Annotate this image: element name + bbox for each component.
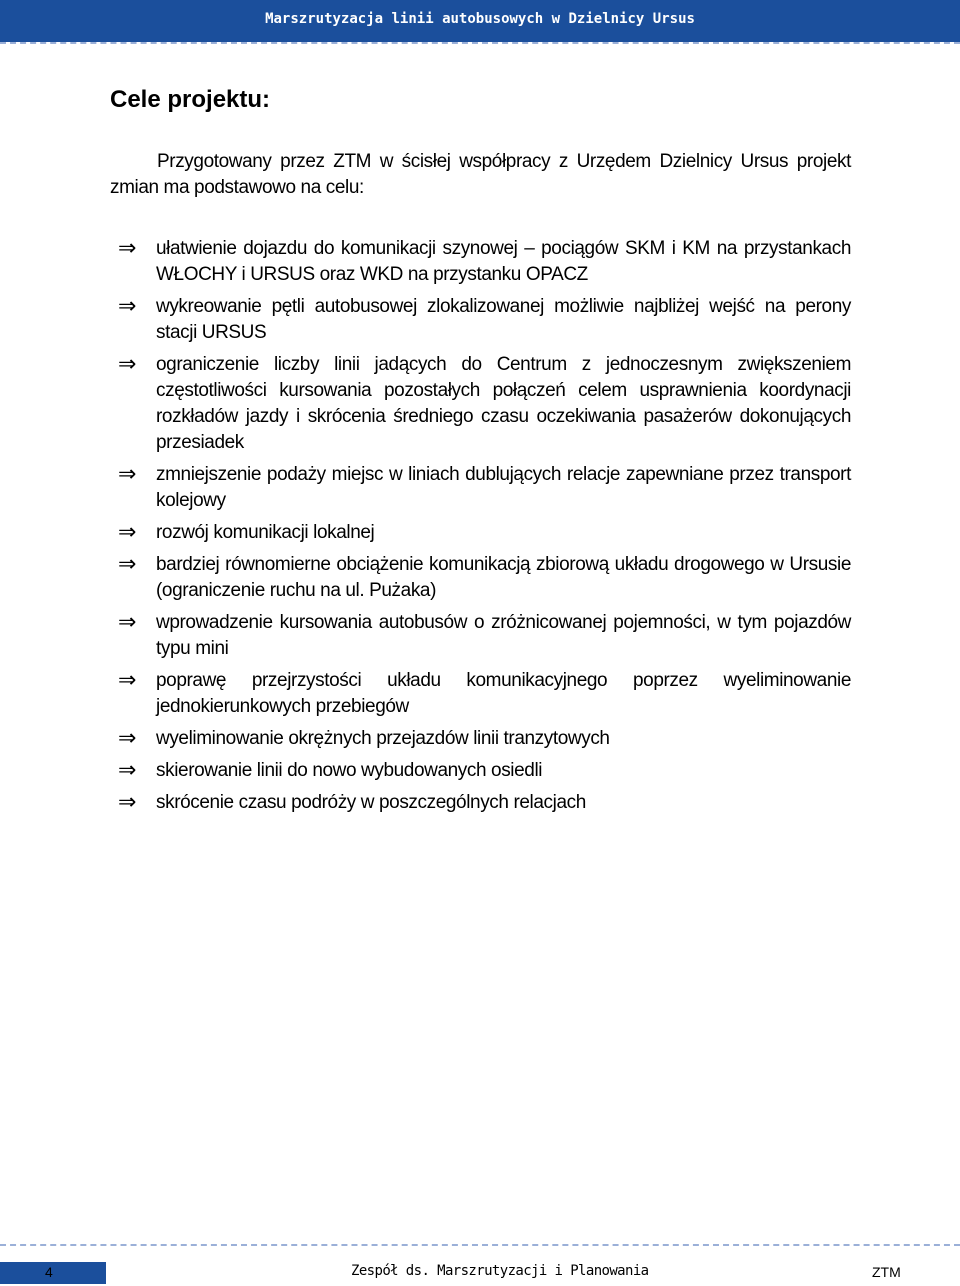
list-item	[118, 552, 851, 604]
double-right-arrow-icon: ⇒	[118, 790, 137, 815]
list-item	[118, 294, 851, 346]
footer-brand: ZTM	[872, 1264, 901, 1280]
list-item	[118, 726, 851, 752]
list-item-text: zmniejszenie podaży miejsc w liniach dublujących relacje zapewniane przez transport kolejowy	[156, 464, 851, 511]
list-item-text: ułatwienie dojazdu do komunikacji szynowej – pociągów SKM i KM na przystankach WŁOCHY i URSUS oraz WKD na przystanku OPACZ	[156, 238, 851, 285]
list-item	[118, 520, 851, 546]
double-right-arrow-icon: ⇒	[118, 294, 137, 319]
page-title: Cele projektu:	[110, 86, 271, 113]
double-right-arrow-icon: ⇒	[118, 462, 137, 487]
list-item-text: ograniczenie liczby linii jadących do Centrum z jednoczesnym zwiększeniem częstotliwości kursowania pozostałych połączeń celem usprawnienia koordynacji rozkładów jazdy i skrócenia średniego czasu oczekiwania pasażerów dokonujących przesiadek	[156, 354, 851, 453]
double-right-arrow-icon: ⇒	[118, 758, 137, 783]
double-right-arrow-icon: ⇒	[118, 520, 137, 545]
double-right-arrow-icon: ⇒	[118, 610, 137, 635]
list-item-text: skierowanie linii do nowo wybudowanych osiedli	[156, 760, 543, 781]
list-item	[118, 758, 851, 784]
list-item	[118, 462, 851, 514]
footer-divider	[0, 1244, 960, 1246]
list-item	[118, 236, 851, 288]
list-item-text: wykreowanie pętli autobusowej zlokalizowanej możliwie najbliżej wejść na perony stacji URSUS	[156, 296, 851, 343]
header-divider	[0, 42, 960, 44]
page-number-box	[0, 1262, 106, 1284]
double-right-arrow-icon: ⇒	[118, 552, 137, 577]
intro-paragraph: Przygotowany przez ZTM w ścisłej współpracy z Urzędem Dzielnicy Ursus projekt zmian ma podstawowo na celu:	[110, 151, 851, 198]
double-right-arrow-icon: ⇒	[118, 668, 137, 693]
list-item-text: wprowadzenie kursowania autobusów o zróżnicowanej pojemności, w tym pojazdów typu mini	[156, 612, 851, 659]
list-item	[118, 610, 851, 662]
list-item-text: rozwój komunikacji lokalnej	[156, 522, 375, 543]
list-item-text: wyeliminowanie okrężnych przejazdów linii tranzytowych	[156, 728, 610, 749]
list-item-text: bardziej równomierne obciążenie komunikacją zbiorową układu drogowego w Ursusie (ograniczenie ruchu na ul. Pużaka)	[156, 554, 851, 601]
running-title: Marszrutyzacja linii autobusowych w Dzielnicy Ursus	[265, 11, 695, 27]
double-right-arrow-icon: ⇒	[118, 352, 137, 377]
page-number: 4	[45, 1264, 53, 1280]
double-right-arrow-icon: ⇒	[118, 726, 137, 751]
goal-list	[118, 236, 851, 822]
list-item	[118, 790, 851, 816]
double-right-arrow-icon: ⇒	[118, 236, 137, 261]
header-bar	[0, 0, 960, 42]
list-item	[118, 352, 851, 456]
footer-organization: Zespół ds. Marszrutyzacji i Planowania	[351, 1263, 649, 1279]
list-item-text: skrócenie czasu podróży w poszczególnych relacjach	[156, 792, 586, 813]
list-item	[118, 668, 851, 720]
list-item-text: poprawę przejrzystości układu komunikacyjnego poprzez wyeliminowanie jednokierunkowych przebiegów	[156, 670, 851, 717]
